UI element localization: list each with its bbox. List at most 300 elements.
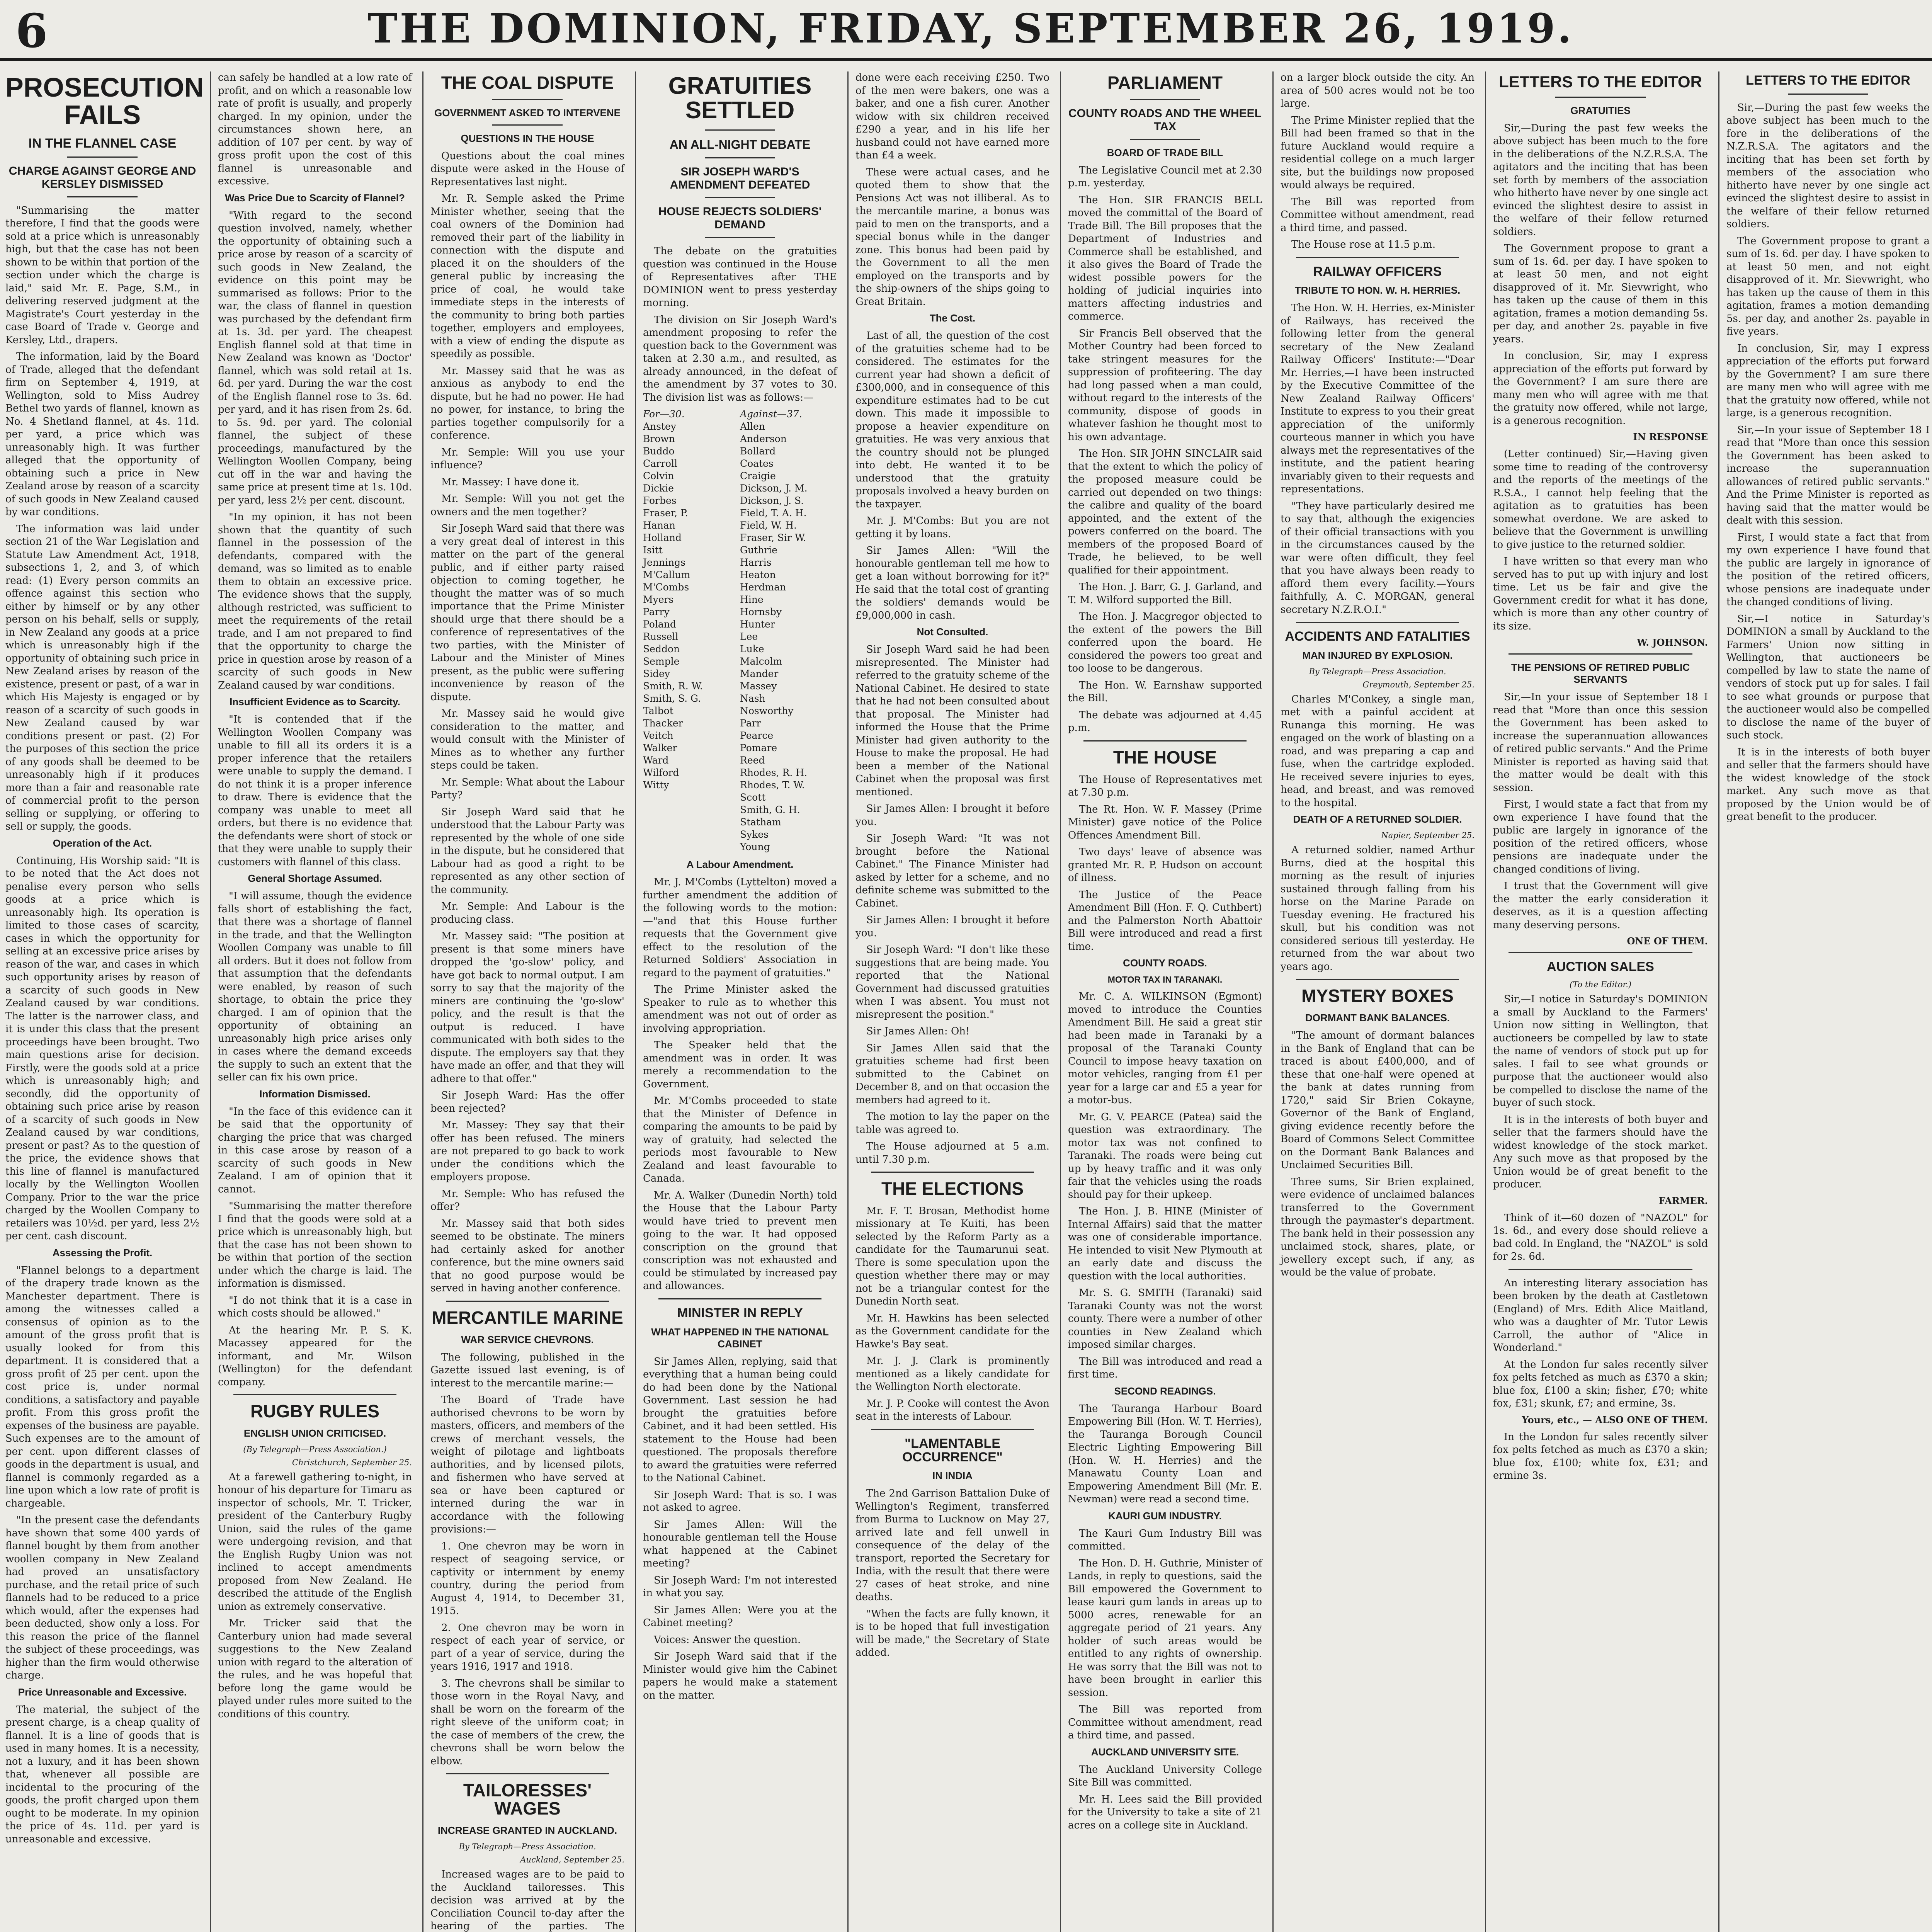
gratuities-deck: HOUSE REJECTS SOLDIERS' DEMAND — [658, 205, 822, 231]
division-member: Smith, G. H. — [740, 804, 800, 816]
division-member: Hanan — [643, 520, 675, 531]
division-member: Pearce — [740, 730, 774, 742]
india-headline: "LAMENTABLE OCCURRENCE" — [902, 1436, 1003, 1464]
division-member: M'Callum — [643, 569, 690, 581]
column-4 — [638, 71, 849, 1932]
column-3 — [425, 71, 636, 1932]
letter-paragraph: First, I would state a fact that from my own experience I have found that the public are largely in ignorance of the position of the retired officers, whose pensions are inadequate under the changed conditions of living. — [1726, 531, 1930, 608]
division-member: Thacker — [643, 718, 683, 729]
section-subhead: Insufficient Evidence as to Scarcity. — [230, 696, 400, 707]
letter-paragraph: Sir,—During the past few weeks the above subject has been much to the fore in the deliberations of the N.Z.R.S.A. The agitators and the inciting that has been set forth by members of the association who hitherto have never by one single act evinced the slightest desire to assist in the welfare of their fellow returned soldiers. — [1726, 102, 1930, 230]
letter-signature: IN RESPONSE — [1633, 431, 1708, 443]
division-member: Statham — [740, 816, 781, 828]
section-subhead: General Shortage Assumed. — [248, 872, 382, 884]
coal-headline: THE COAL DISPUTE — [441, 73, 614, 93]
column-9 — [1721, 71, 1932, 1932]
division-member: Hine — [740, 594, 764, 605]
article-paragraph: The material, the subject of the present charge, is a cheap quality of flannel. It is a line of goods that is used in many homes. It is a necessity, not a luxury, and it has been shown that, whenever all possible are incidental to the procuring of the goods, the profit charged upon them ought to be moderate. In my opinion the price of 4s. 11d. per yard is unreasonable and excessive. — [5, 1704, 199, 1845]
letter-paragraph: The Government propose to grant a sum of 1s. 6d. per day. I have spoken to at least 50 men, and not eight disapproved of it. Mr. Sievwright, who has taken up the cause of them in this agitation, frames a motion demanding 5s. per day, and another 2s. payable in five years. — [1493, 243, 1708, 345]
division-member: Walker — [643, 742, 677, 754]
division-list — [643, 408, 837, 853]
article-paragraph: Voices: Answer the question. — [654, 1634, 801, 1646]
divider — [871, 1172, 1034, 1173]
article-paragraph: Mr. Semple: And Labour is the producing class. — [430, 901, 624, 925]
article-paragraph: Mr. Massey said that he was as anxious as anybody to end the dispute, but he had no power. He had no power, for instance, to bring the parties together compulsorily for a conference. — [430, 365, 624, 442]
letter-signature: FARMER. — [1658, 1195, 1708, 1206]
article-paragraph: The division on Sir Joseph Ward's amendment proposing to refer the question back to the Government was taken at 2.30 a.m., and resulted, as already announced, in the defeat of the amendment by 37 votes to 30. The division list was as follows:— — [643, 314, 837, 403]
divider — [1296, 622, 1459, 623]
news-paragraph: In the London fur sales recently silver fox pelts fetched as much as £370 a skin; blue fox, £100; white fox, £31; and ermine 3s. — [1493, 1431, 1708, 1481]
article-paragraph: The Hon. W. H. Herries, ex-Minister of Railways, has received the following letter from the general secretary of the New Zealand Railway Officers' Institute:—"Dear Mr. Herries,—I have been instructed by the Executive Committee of the New Zealand Railway Officers' Institute to express to you their great appreciation of the uniformly courteous manner in which you have always met the representatives of the institute, and the patient hearing invariably given to their requests and representations. — [1281, 302, 1475, 495]
article-paragraph: 1. One chevron may be worn in respect of seagoing service, or captivity or internment by enemy country, during the period from August 4, 1914, to December 31, 1915. — [430, 1540, 624, 1617]
division-member: M'Combs — [643, 582, 689, 593]
division-member: Poland — [643, 619, 676, 630]
dateline: Christchurch, September 25. — [292, 1458, 412, 1467]
article-paragraph: Mr. S. G. SMITH (Taranaki) said Taranaki County was not the worst county. There were a number of other counties in New Zealand which imposed similar charges. — [1068, 1287, 1262, 1351]
article-paragraph: "In the present case the defendants have shown that some 400 yards of flannel bought by them from another woollen company in New Zealand had proved an unsatisfactory purchase, and the retail price of such flannels had to be reduced to a price which would, after the expenses had been deducted, show only a loss. For this reason the price of the flannel the subject of these proceedings, was higher than the firm would otherwise charge. — [5, 1514, 199, 1682]
divider — [1083, 740, 1247, 742]
article-paragraph: The Legislative Council met at 2.30 p.m. yesterday. — [1068, 164, 1262, 189]
division-member: Ward — [643, 755, 669, 766]
article-paragraph: The Hon. J. Barr, G. J. Garland, and T. M. Wilford supported the Bill. — [1068, 581, 1262, 606]
india-subhead: IN INDIA — [932, 1470, 973, 1482]
article-paragraph: Mr. R. Semple asked the Prime Minister whether, seeing that the coal owners of the Dominion had removed their part of the liability in connection with the dispute and placed it on the shoulders of the general public by increasing the price of coal, he would take immediate steps in the interests of the community to bring both parties together, employers and employees, with a view of ending the dispute as speedily as possible. — [430, 193, 624, 360]
article-paragraph: Two days' leave of absence was granted Mr. R. P. Hudson on account of illness. — [1068, 846, 1262, 884]
column-8 — [1488, 71, 1719, 1932]
article-paragraph: 3. The chevrons shall be similar to those worn in the Royal Navy, and shall be worn on the forearm of the right sleeve of the uniform coat; in the case of members of the crew, the chevrons shall be worn below the elbow. — [430, 1677, 624, 1767]
article-paragraph: The Hon. W. Earnshaw supported the Bill. — [1068, 679, 1262, 704]
article-paragraph: Mr. Massey: I have done it. — [441, 476, 580, 488]
article-paragraph: Mr. Semple: Will you use your influence? — [430, 446, 624, 471]
parliament-subhead: BOARD OF TRADE BILL — [1107, 146, 1223, 158]
letter-paragraph: In conclusion, Sir, may I express appreciation of the efforts put forward by the Government? I am sure there are many men who will agree with me that the gratuity now offered, while not large, is a generous recognition. — [1726, 342, 1930, 419]
mercantile-headline: MERCANTILE MARINE — [432, 1307, 623, 1328]
article-paragraph: Mr. Semple: What about the Labour Party? — [430, 776, 624, 801]
article-paragraph: The House adjourned at 5 a.m. until 7.30 p.m. — [855, 1141, 1049, 1165]
division-member: Jennings — [643, 557, 685, 568]
division-member: Hornsby — [740, 606, 782, 618]
article-paragraph: Sir James Allen said that the gratuities scheme had first been submitted to the Cabinet on December 8, and on that occasion the members had agreed to it. — [855, 1042, 1049, 1106]
section-subhead: MOTOR TAX IN TARANAKI. — [1107, 975, 1223, 985]
article-paragraph: Mr. J. M'Combs: But you are not getting it by loans. — [855, 515, 1049, 540]
letter-paragraph: Sir,—In your issue of September 18 I read that "More than once this session the Government has been asked to increase the superannuation allowances of retired public servants." And the Prime Minister is reported as having said that the matter would be dealt with this session. — [1493, 691, 1708, 794]
divider — [67, 156, 138, 158]
division-member: Dickson, J. S. — [740, 495, 804, 507]
article-paragraph: Sir James Allen: Oh! — [866, 1026, 970, 1037]
section-subhead: DEATH OF A RETURNED SOLDIER. — [1293, 813, 1462, 825]
article-paragraph: The Speaker held that the amendment was in order. It was merely a recommendation to the Government. — [643, 1039, 837, 1090]
railway-headline: RAILWAY OFFICERS — [1313, 264, 1442, 279]
section-subhead: SECOND READINGS. — [1114, 1385, 1216, 1397]
letter-paragraph: It is in the interests of both buyer and seller that the farmers should have the widest knowledge of the stock market. Any such move as that proposed by the Union would be of great benefit to the producer. — [1726, 746, 1930, 823]
article-paragraph: Last of all, the question of the cost of the gratuities scheme had to be considered. The estimates for the current year had shown a deficit of £300,000, and in consequence of this expenditure estimates had to be cut down. This made it impossible to propose a heavier expenditure on gratuities. He was very anxious that the country should not be plunged into debt. He wanted it to be understood that the gratuity proposals involved a heavy burden on the taxpayer. — [855, 330, 1049, 510]
division-member: Colvin — [643, 470, 674, 482]
letter-paragraph: I trust that the Government will give the matter the early consideration it deserves, as it is a question affecting many deserving persons. — [1493, 880, 1708, 931]
article-paragraph: Sir Joseph Ward said he had been misrepresented. The Minister had referred to the gratuity scheme of the National Cabinet. He desired to state that he had not been consulted about that proposal. The Minister had informed the House that the Prime Minister had given authority to the House to make the proposal. He had been a member of the National Cabinet when the proposal was first mentioned. — [855, 644, 1049, 798]
division-member: Guthrie — [740, 544, 777, 556]
mystery-subhead: DORMANT BANK BALANCES. — [1305, 1012, 1450, 1024]
division-member: Myers — [643, 594, 674, 605]
division-member: Craigie — [740, 470, 776, 482]
accidents-subhead: MAN INJURED BY EXPLOSION. — [1302, 649, 1453, 661]
rugby-subhead: ENGLISH UNION CRITICISED. — [243, 1427, 386, 1439]
division-against-column — [740, 408, 837, 853]
accidents-headline: ACCIDENTS AND FATALITIES — [1285, 629, 1470, 644]
elections-headline: THE ELECTIONS — [881, 1179, 1024, 1199]
article-paragraph: can safely be handled at a low rate of profit, and on which a reasonable low rate of profit is usually, and properly charged. In my opinion, under the circumstances shown here, an addition of 107 per cent. by way of gross profit upon the cost of this flannel is unreasonable and excessive. — [218, 72, 412, 187]
divider — [1296, 979, 1459, 980]
prosecution-subhead: IN THE FLANNEL CASE — [28, 136, 177, 151]
gratuities-headline: GRATUITIES SETTLED — [668, 73, 812, 124]
division-member: Field, W. H. — [740, 520, 797, 531]
division-member: Semple — [643, 656, 680, 667]
advert-paragraph: Think of it—60 dozen of "NAZOL" for 1s. 6d., and every dose should relieve a bad cold. In England, the "NAZOL" is sold for 2s. 6d. — [1493, 1212, 1708, 1262]
letter-paragraph: (Letter continued) Sir,—Having given some time to reading of the controversy and the reports of the meetings of the R.S.A., I cannot help feeling that the agitation as to gratuities has been somewhat overdone. We are asked to believe that the Government is unwilling to give justice to the returned soldier. — [1493, 448, 1708, 551]
tailoresses-subhead: INCREASE GRANTED IN AUCKLAND. — [437, 1825, 617, 1837]
article-paragraph: The Hon. J. B. HINE (Minister of Internal Affairs) said that the matter was one of considerable importance. He intended to visit New Plymouth at an early date and discuss the question with the local authorities. — [1068, 1206, 1262, 1282]
article-paragraph: The Bill was reported from Committee without amendment, read a third time, and passed. — [1281, 196, 1475, 234]
article-paragraph: Sir James Allen: "Will the honourable gentleman tell me how to get a loan without borrowing for it?" He said that the total cost of granting the soldiers' demands would be £9,000,000 in cash. — [855, 545, 1049, 621]
article-paragraph: Mr. A. Walker (Dunedin North) told the House that the Labour Party would have tried to prevent men going to the war. It had opposed conscription on the ground that conscription was not exhausted and could be stimulated by increased pay and allowances. — [643, 1189, 837, 1292]
dateline: Auckland, September 25. — [520, 1855, 624, 1865]
division-member: Hunter — [740, 619, 775, 630]
section-subhead: The Cost. — [929, 312, 976, 324]
divider — [1509, 952, 1692, 953]
article-paragraph: Charles M'Conkey, a single man, met with a painful accident at Runanga this morning. He was engaged on the work of blasting on a road, and was preparing a cap and fuse, when the cartridge exploded. He received severe injuries to eyes, head, and breast, and was removed to the hospital. — [1281, 693, 1475, 809]
column-2 — [213, 71, 423, 1932]
article-paragraph: Mr. C. A. WILKINSON (Egmont) moved to introduce the Counties Amendment Bill. He said a great stir had been made in Taranaki by a proposal of the Taranaki County Council to impose heavy taxation on motor vehicles, ranging from £1 per year for a large car and £5 a year for a motor-bus. — [1068, 991, 1262, 1106]
article-paragraph: The 2nd Garrison Battalion Duke of Wellington's Regiment, transferred from Burma to Lucknow on May 27, arrived late and fell unwell in consequence of the delay of the transport, reported the Secretary for India, with the result that there were 27 cases of heat stroke, and nine deaths. — [855, 1488, 1049, 1603]
division-member: Smith, R. W. — [643, 680, 703, 692]
divider — [446, 1773, 609, 1774]
division-member: Anderson — [740, 433, 787, 445]
article-paragraph: on a larger block outside the city. An area of 500 acres would not be too large. — [1281, 72, 1475, 109]
article-paragraph: Mr. H. Lees said the Bill provided for the University to take a site of 21 acres on a college site in Auckland. — [1068, 1793, 1262, 1831]
parliament-headline: PARLIAMENT — [1107, 73, 1223, 93]
article-paragraph: Sir Joseph Ward said that he understood that the Labour Party was represented by the whole of one side in the dispute, but he considered that Labour had as good a right to be represented as any other section of the community. — [430, 806, 624, 896]
division-member: Coates — [740, 458, 774, 469]
column-1 — [0, 71, 211, 1932]
divider — [492, 124, 563, 126]
division-for-label: For—30. — [643, 408, 685, 420]
divider — [233, 1394, 396, 1395]
article-paragraph: Mr. J. J. Clark is prominently mentioned as a likely candidate for the Wellington North electorate. — [855, 1355, 1049, 1393]
division-member: Allen — [740, 421, 765, 432]
letter-paragraph: Sir,—I notice in Saturday's DOMINION a small by Auckland to the Farmers' Union now sitting in Wellington, that auctioneers be compelled by law to state the name of vendors of stock put up for sales. I fail to see what grounds or purpose that the auctioneer would also be compelled to disclose the name of the buyer of such stock. — [1726, 613, 1930, 742]
article-paragraph: Three sums, Sir Brien explained, were evidence of unclaimed balances transferred to the Government through the paymaster's department. The bank held in their possession any unclaimed stock, shares, plate, or jewellery except such, if any, as would be the value of probate. — [1281, 1176, 1475, 1279]
divider — [1509, 653, 1692, 655]
section-subhead: AUCKLAND UNIVERSITY SITE. — [1091, 1746, 1239, 1758]
section-subhead: Information Dismissed. — [259, 1088, 371, 1100]
masthead — [0, 0, 1932, 61]
article-paragraph: "In my opinion, it has not been shown that the quantity of such flannel in the possession of the defendants, compared with the demand, was so limited as to enable them to obtain an excessive price. The evidence shows that the supply, although restricted, was sufficient to meet the requirements of the retail trade, and I am not prepared to find that the opportunity to charge the price in question arose by reason of a scarcity of such goods in New Zealand caused by war conditions. — [218, 511, 412, 691]
newspaper-title: THE DOMINION, FRIDAY, SEPTEMBER 26, 1919. — [367, 5, 1574, 52]
divider — [492, 99, 563, 100]
division-member: Scott — [740, 792, 766, 803]
divider — [1130, 139, 1200, 140]
division-member: Dickson, J. M. — [740, 483, 808, 494]
article-paragraph: The Prime Minister asked the Speaker to rule as to whether this amendment was not out of order as involving appropriation. — [643, 984, 837, 1034]
article-paragraph: Sir Joseph Ward: "I don't like these suggestions that are being made. You reported that the National Government had discussed gratuities when I was absent. You must not misrepresent the position." — [855, 944, 1049, 1020]
division-member: Nash — [740, 693, 765, 704]
division-member: Sykes — [740, 829, 769, 840]
article-paragraph: done were each receiving £250. Two of the men were bakers, one was a baker, and one a fish curer. Another widow with six children received £290 a year, and in his life her husband could not have earned more than £4 a week. — [855, 72, 1049, 161]
article-paragraph: Sir James Allen, replying, said that everything that a human being could do had been done by the National Government. Last session he had brought the gratuities before Cabinet, and it had been settled. His statement to the House had been questioned. The proposals therefore to award the gratuities were referred to the National Cabinet. — [643, 1355, 837, 1484]
gratuities-deck: AN ALL-NIGHT DEBATE — [669, 138, 811, 152]
news-paragraph: An interesting literary association has been broken by the death at Castletown (England) of Mrs. Edith Alice Maitland, who was a daughter of Mr. Tutor Lewis Carroll, the author of "Alice in Wonderland." — [1493, 1277, 1708, 1354]
article-paragraph: Mr. Massey said he would give consideration to the matter, and would consult with the Minister of Mines as to whether any further steps could be taken. — [430, 708, 624, 772]
division-member: Parr — [740, 718, 761, 729]
division-member: Massey — [740, 680, 777, 692]
article-paragraph: The debate was adjourned at 4.45 p.m. — [1068, 709, 1262, 734]
article-paragraph: Mr. Semple: Will you not get the owners and the men together? — [430, 493, 624, 518]
division-member: Malcolm — [740, 656, 782, 667]
article-paragraph: "Flannel belongs to a department of the drapery trade known as the Manchester department. There is among the witnesses called a consensus of opinion as to the amount of the gross profit that is usually looked for from this department. It is considered that a gross profit of 25 per cent. upon the cost price is, under normal conditions, a satisfactory and payable profit. From this gross profit the expenses of the business are payable. Such expenses are to the amount of per cent. upon different classes of goods in the department is usual, and flannel is commonly regarded as a line upon which a low rate of profit is chargeable. — [5, 1264, 199, 1509]
article-paragraph: The Hon. J. Macgregor objected to the extent of the powers the Bill conferred upon the board. He considered the powers too great and too loose to be dangerous. — [1068, 611, 1262, 675]
article-paragraph: Mr. J. M'Combs (Lyttelton) moved a further amendment the addition of the following words to the motion:—"and that this House further requests that the Government give effect to the resolution of the Returned Soldiers' Association in regard to the payment of gratuities." — [643, 876, 837, 979]
coal-deck: GOVERNMENT ASKED TO INTERVENE — [434, 107, 621, 119]
article-paragraph: The House of Representatives met at 7.30 p.m. — [1068, 774, 1262, 799]
article-paragraph: Mr. Semple: Who has refused the offer? — [430, 1188, 624, 1213]
divider — [446, 1301, 609, 1302]
article-paragraph: 2. One chevron may be worn in respect of each year of service, or part of a year of service, during the years 1916, 1917 and 1918. — [430, 1622, 624, 1673]
tailoresses-headline: TAILORESSES' WAGES — [463, 1780, 592, 1819]
letter-paragraph: First, I would state a fact that from my own experience I have found that the public are largely in ignorance of the position of the retired officers, whose pensions are inadequate under the changed conditions of living. — [1493, 799, 1708, 875]
division-member: Sidey — [643, 668, 670, 680]
dateline: Greymouth, September 25. — [1362, 680, 1475, 689]
article-paragraph: Sir Joseph Ward: Has the offer been rejected? — [430, 1090, 624, 1114]
column-7 — [1275, 71, 1486, 1932]
divider — [871, 1429, 1034, 1430]
letters-headline: LETTERS TO THE EDITOR — [1499, 73, 1702, 91]
divider — [705, 197, 775, 198]
byline: (By Telegraph—Press Association.) — [243, 1444, 387, 1454]
pensions-letter-head: THE PENSIONS OF RETIRED PUBLIC SERVANTS — [1511, 662, 1690, 685]
division-member: Herdman — [740, 582, 786, 593]
article-paragraph: The Prime Minister replied that the Bill had been framed so that in the future Auckland would require a residential college on a much larger site, but the buildings now proposed would always be required. — [1281, 114, 1475, 191]
division-member: Nosworthy — [740, 705, 794, 717]
division-member: Buddo — [643, 446, 675, 457]
division-member: Dickie — [643, 483, 674, 494]
division-member: Pomare — [740, 742, 777, 754]
letter-paragraph: I have written so that every man who served has to put up with injury and lost time. Let us be fair and give the Government credit for what it has done, which is more than any other country of its size. — [1493, 556, 1708, 632]
division-for-column — [643, 408, 740, 853]
section-subhead: Price Unreasonable and Excessive. — [18, 1686, 187, 1698]
article-paragraph: Mr. Massey said: "The position at present is that some miners have dropped the 'go-slow' policy, and have got back to normal output. I am sorry to say that the majority of the miners are continuing the 'go-slow' policy, and the result is that the output is reduced. I have communicated with both sides to the dispute. The employers say that they have made an offer, and that they will adhere to that offer." — [430, 930, 624, 1085]
letter-signature: ONE OF THEM. — [1627, 935, 1708, 947]
division-member: Luke — [740, 643, 764, 655]
letter-signature: Yours, etc., — ALSO ONE OF THEM. — [1522, 1414, 1708, 1425]
division-member: Reed — [740, 755, 765, 766]
division-member: Wilford — [643, 767, 679, 779]
article-paragraph: Increased wages are to be paid to the Auckland tailoresses. This decision was arrived at by the Conciliation Council to-day after the hearing of the parties. The — [430, 1869, 624, 1932]
letter-paragraph: Sir,—In your issue of September 18 I read that "More than once this session the Government has been asked to increase the superannuation allowances of retired public servants." And the Prime Minister is reported as having said that the matter would be dealt with this session. — [1726, 424, 1930, 527]
division-member: Brown — [643, 433, 675, 445]
article-paragraph: Sir Joseph Ward said that there was a very great deal of interest in this matter on the part of the general public, and if either party raised objection to coming together, he thought the matter was of so much importance that the Prime Minister should urge that there should be a conference of representatives of the two parties, with the Minister of Labour and the Minister of Mines present, as the public were suffering inconvenience by reason of the dispute. — [430, 523, 624, 703]
letter-paragraph: In conclusion, Sir, may I express appreciation of the efforts put forward by the Government? I am sure there are many men who will agree with me that the gratuity now offered, while not large, is a generous recognition. — [1493, 350, 1708, 427]
article-paragraph: Sir Francis Bell observed that the Mother Country had been forced to take stringent measures for the suppression of profiteering. The day had long passed when a man could, without regard to the interests of the community, dispose of goods in whatever fashion he thought most to his own advantage. — [1068, 327, 1262, 443]
division-member: Heaton — [740, 569, 776, 581]
article-paragraph: Continuing, His Worship said: "It is to be noted that the Act does not penalise every person who sells goods at a price which is unreasonably high. Its operation is limited to those cases of scarcity, cases in which the opportunity for selling at an excessive price arises by reason of the war, and cases in which such opportunity arises by reason of a scarcity of such goods in New Zealand caused by war conditions. The latter is the narrower class, and it is under this class that the present proceedings have been brought. Two main questions arise for decision. Firstly, were the goods sold at a price which is unreasonably high; and secondly, did the opportunity of obtaining such price arise by reason of a scarcity of such goods in New Zealand caused by war conditions, present or past? As to the question of the price, the evidence shows that this line of flannel is manufactured locally by the Wellington Woollen Company. Prior to the war the price charged by the Woollen Company to retailers was 10½d. per yard, less 2½ per cent. cash discount. — [5, 855, 199, 1242]
division-member: Seddon — [643, 643, 680, 655]
divider — [1788, 94, 1868, 95]
division-against-names — [740, 420, 837, 853]
divider — [705, 157, 775, 158]
article-paragraph: Sir James Allen: I brought it before you. — [855, 803, 1049, 828]
column-6 — [1063, 71, 1274, 1932]
division-member: Talbot — [643, 705, 673, 717]
article-paragraph: "In the face of this evidence can it be said that the opportunity of charging the price that was charged in this case arose by reason of a scarcity of such goods in New Zealand. I am of opinion that it cannot. — [218, 1105, 412, 1195]
house-headline: THE HOUSE — [1113, 747, 1217, 767]
divider — [1555, 97, 1646, 98]
article-paragraph: Sir Joseph Ward: That is so. I was not asked to agree. — [643, 1489, 837, 1514]
mercantile-subhead: WAR SERVICE CHEVRONS. — [461, 1333, 594, 1345]
article-paragraph: The following, published in the Gazette issued last evening, is of interest to the mercantile marine:— — [430, 1351, 624, 1389]
gratuities-deck: SIR JOSEPH WARD'S AMENDMENT DEFEATED — [670, 165, 810, 192]
division-member: Russell — [643, 631, 679, 643]
article-paragraph: The information, laid by the Board of Trade, alleged that the defendant firm on September 4, 1919, at Wellington, sold to Miss Audrey Bethel two yards of flannel, known as No. 4 Shetland flannel, at 4s. 11d. per yard, a price which was unreasonably high. It was further alleged that the opportunity of obtaining such a price in New Zealand arose by reason of a scarcity of such goods in New Zealand caused by war conditions. — [5, 351, 199, 518]
article-paragraph: The House rose at 11.5 p.m. — [1291, 239, 1436, 250]
gratuities-letter-head: GRATUITIES — [1570, 104, 1631, 116]
article-paragraph: "Summarising the matter therefore I find that the goods were sold at a price which is unreasonably high, but that the case has not been shown to be within that portion of the section under which the charge is laid. The information is dismissed. — [218, 1200, 412, 1289]
division-member: Bollard — [740, 446, 776, 457]
article-paragraph: These were actual cases, and he quoted them to show that the Pensions Act was not illiberal. As to the mercantile marine, a bonus was paid to men on the transports, and a special bonus while in the danger zone. This bonus had been paid by the Government to all the men employed on the transports and by the ship-owners of the ships going to Great Britain. — [855, 166, 1049, 308]
section-subhead: Assessing the Profit. — [52, 1247, 153, 1259]
division-member: Harris — [740, 557, 772, 568]
division-member: Smith, S. G. — [643, 693, 701, 704]
article-paragraph: "They have particularly desired me to say that, although the exigencies of their official transactions with you in the circumstances caused by the war were often difficult, they feel that you have always been ready to afford them every facility.—Yours faithfully, A. C. MORGAN, general secretary N.Z.R.O.I." — [1281, 500, 1475, 616]
news-paragraph: At the London fur sales recently silver fox pelts fetched as much as £370 a skin; blue fox, £100 a skin; fisher, £70; white fox, £31; skunk, £7; and ermine, 3s. — [1493, 1359, 1708, 1409]
article-paragraph: Mr. G. V. PEARCE (Patea) said the question was extraordinary. The motor tax was not confined to Taranaki. The roads were being cut up by heavy traffic and it was only fair that the vehicles using the roads should pay for their upkeep. — [1068, 1111, 1262, 1201]
division-member: Fraser, Sir W. — [740, 532, 806, 544]
article-paragraph: Mr. Massey: They say that their offer has been refused. The miners are not prepared to go back to work under the conditions which the employers propose. — [430, 1119, 624, 1183]
letter-signature: W. JOHNSON. — [1637, 637, 1708, 648]
article-paragraph: Sir Joseph Ward: I'm not interested in what you say. — [643, 1574, 837, 1599]
division-member: Parry — [643, 606, 670, 618]
parliament-deck: COUNTY ROADS AND THE WHEEL TAX — [1068, 107, 1262, 133]
coal-subhead: QUESTIONS IN THE HOUSE — [461, 132, 594, 144]
article-paragraph: The Tauranga Harbour Board Empowering Bill (Hon. W. T. Herries), the Tauranga Borough Council Electric Lighting Empowering Bill (Hon. W. H. Herries) and the Manawatu County Loan and Empowering Amendment Bill (Mr. E. Newman) were read a second time. — [1068, 1403, 1262, 1505]
article-paragraph: A returned soldier, named Arthur Burns, died at the hospital this morning as the result of injuries sustained through falling from his horse on the Marine Parade on Tuesday evening. He fractured his skull, but his condition was not considered serious till yesterday. He returned from the war about two years ago. — [1281, 844, 1475, 973]
division-member: Field, T. A. H. — [740, 507, 807, 519]
letter-paragraph: The Government propose to grant a sum of 1s. 6d. per day. I have spoken to at least 50 men, and not eight disapproved of it. Mr. Sievwright, who has taken up the cause of them in this agitation, frames a motion demanding 5s. per day, and another 2s. payable in five years. — [1726, 235, 1930, 338]
division-against-label: Against—37. — [740, 408, 802, 420]
article-paragraph: "With regard to the second question involved, namely, whether the opportunity of obtaining such a price arose by reason of a scarcity of such goods in New Zealand, the evidence on this point may be summarised as follows: Prior to the war, the class of flannel in question was purchased by the defendant firm at 1s. 3d. per yard. The cheapest English flannel sold at that time in New Zealand was known as 'Doctor' flannel, which was sold retail at 1s. 6d. per yard. During the war the cost of the English flannel rose to 3s. 6d. per yard, and it has risen from 2s. 6d. to 5s. 9d. per yard. The colonial flannel, the subject of these proceedings, manufactured by the Wellington Woollen Company, being cut off in the war and having the same price at present time at 1s. 10d. per yard, less 2½ per cent. discount. — [218, 209, 412, 506]
article-paragraph: The Auckland University College Site Bill was committed. — [1068, 1764, 1262, 1789]
division-member: Forbes — [643, 495, 677, 507]
article-paragraph: The information was laid under section 21 of the War Legislation and Statute Law Amendment Act, 1918, subsections 1, 2, and 3, of which read: (1) Every person commits an offence against this section who either by himself or by any other person on his behalf, sells or supply, in New Zealand any goods at a price which is unreasonably high if the opportunity of obtaining such price in New Zealand arises by reason of the existence, present or past, of a war in which His Majesty is engaged or by reason of a scarcity of such goods in New Zealand caused by war conditions present or past. (2) For the purposes of this section the price of any goods shall be deemed to be unreasonably high if it produces more than a fair and reasonable rate of commercial profit to the person selling or supplying, or offering to sell or supply, the goods. — [5, 523, 199, 833]
auction-subhead: (To the Editor.) — [1569, 980, 1632, 989]
article-paragraph: The Bill was reported from Committee without amendment, read a third time, and passed. — [1068, 1704, 1262, 1742]
letters-continued-headline: LETTERS TO THE EDITOR — [1746, 73, 1910, 88]
divider — [67, 196, 138, 197]
divider — [1130, 99, 1200, 100]
divider — [1509, 1269, 1692, 1270]
article-paragraph: "The amount of dormant balances in the Bank of England that can be traced is about £400,000, and of these that one-half were opened at the bank at dates running from 1720," said Sir Brien Cokayne, Governor of the Bank of England, giving evidence recently before the Board of Commons Select Committee on the Dormant Bank Balances and Unclaimed Securities Bill. — [1281, 1030, 1475, 1171]
article-paragraph: The motion to lay the paper on the table was agreed to. — [855, 1111, 1049, 1136]
railway-subhead: TRIBUTE TO HON. W. H. HERRIES. — [1294, 284, 1461, 296]
division-member: Carroll — [643, 458, 677, 469]
division-member: Rhodes, T. W. — [740, 779, 805, 791]
prosecution-deck: CHARGE AGAINST GEORGE AND KERSLEY DISMISSED — [9, 164, 196, 190]
article-paragraph: Mr. Massey said that both sides seemed to be obstinate. The miners had certainly asked for another conference, but the mine owners said that no good purpose would be served in having another conference. — [430, 1218, 624, 1294]
article-paragraph: At the hearing Mr. P. S. K. Macassey appeared for the informant, and Mr. Wilson (Wellington) for the defendant company. — [218, 1324, 412, 1388]
article-paragraph: The Kauri Gum Industry Bill was committed. — [1068, 1527, 1262, 1553]
byline: By Telegraph—Press Association. — [459, 1842, 596, 1852]
letter-paragraph: Sir,—During the past few weeks the above subject has been much to the fore in the deliberations of the N.Z.R.S.A. The agitators and the inciting that has been set forth by members of the association who hitherto have never by one single act evinced the slightest desire to assist in the welfare of their fellow returned soldiers. — [1493, 122, 1708, 238]
article-paragraph: Mr. J. P. Cooke will contest the Avon seat in the interests of Labour. — [855, 1398, 1049, 1423]
auction-headline: AUCTION SALES — [1547, 959, 1654, 975]
division-for-names — [643, 420, 740, 791]
section-subhead: Operation of the Act. — [53, 837, 152, 849]
division-member: Veitch — [643, 730, 673, 742]
article-paragraph: "I do not think that it is a case in which costs should be allowed." — [218, 1294, 412, 1319]
article-paragraph: Mr. F. T. Brosan, Methodist home missionary at Te Kuiti, has been selected by the Reform Party as a candidate for the Taumarunui seat. There is some speculation upon the question whether there may or may not be a triangular contest for the Dunedin North seat. — [855, 1205, 1049, 1308]
letter-paragraph: It is in the interests of both buyer and seller that the farmers should have the widest knowledge of the stock market. Any such move as that proposed by the Union would be of great benefit to the producer. — [1493, 1114, 1708, 1190]
divider — [705, 129, 775, 131]
article-paragraph: The debate on the gratuities question was continued in the House of Representatives after THE DOMINION went to press yesterday morning. — [643, 245, 837, 309]
article-paragraph: Mr. Tricker said that the Canterbury union had made several suggestions to the New Zealand union with regard to the alteration of the rules, and he was hopeful that before long the game would be played under rules more suited to the conditions of this country. — [218, 1617, 412, 1720]
rugby-headline: RUGBY RULES — [250, 1401, 379, 1421]
article-paragraph: The Hon. SIR JOHN SINCLAIR said that the extent to which the policy of the proposed measure could be carried out depended on two things: the calibre and quality of the board appointed, and the extent of the powers conferred on the board. The members of the proposed Board of Trade, he believed, to be well qualified for their appointment. — [1068, 448, 1262, 576]
dateline: Napier, September 25. — [1381, 831, 1475, 840]
page-number: 6 — [15, 4, 48, 58]
section-subhead: A Labour Amendment. — [686, 859, 794, 871]
article-paragraph: "Summarising the matter therefore, I find that the goods were sold at a price which is unreasonably high, but that the case has not been shown to be within that portion of the section under which the charge is laid," said Mr. E. Page, S.M., in delivering reserved judgment at the Magistrate's Court yesterday in the case Board of Trade v. George and Kersley, Ltd., drapers. — [5, 204, 199, 346]
division-member: Witty — [643, 779, 669, 791]
article-paragraph: Mr. M'Combs proceeded to state that the Minister of Defence in comparing the amounts to be paid by way of gratuity, had selected the periods most favourable to New Zealand and least favourable to Canada. — [643, 1095, 837, 1185]
division-member: Young — [740, 841, 770, 853]
division-member: Fraser, P. — [643, 507, 688, 519]
article-paragraph: The Board of Trade have authorised chevrons to be worn by masters, officers, and members of the crews of merchant vessels, the weight of pilotage and lightboats authorities, and by licensed pilots, and fishermen who have served at sea or have been captured or interned during the war in accordance with the following provisions:— — [430, 1394, 624, 1536]
section-subhead: Was Price Due to Scarcity of Flannel? — [225, 192, 405, 204]
division-member: Holland — [643, 532, 682, 544]
letter-paragraph: Sir,—I notice in Saturday's DOMINION a small by Auckland to the Farmers' Union now sitting in Wellington, that auctioneers be compelled by law to state the name of vendors of stock put up for sales. I fail to see what grounds or purpose that the auctioneer would also be compelled to disclose the name of the buyer of such stock. — [1493, 993, 1708, 1109]
article-paragraph: The Hon. D. H. Guthrie, Minister of Lands, in reply to questions, said the Bill empowered the Government to lease kauri gum lands in areas up to 5000 acres, renewable for an aggregate period of 21 years. Any holder of such areas would be entitled to any rights of ownership. He was sorry that the Bill was not to have been brought in earlier this session. — [1068, 1557, 1262, 1699]
article-paragraph: Questions about the coal mines dispute were asked in the House of Representatives last night. — [430, 150, 624, 188]
section-subhead: COUNTY ROADS. — [1123, 957, 1207, 969]
division-member: Isitt — [643, 544, 663, 556]
byline: By Telegraph—Press Association. — [1309, 667, 1446, 676]
division-member: Rhodes, R. H. — [740, 767, 807, 779]
article-paragraph: "When the facts are fully known, it is to be hoped that full investigation will be made," the Secretary of State added. — [855, 1608, 1049, 1659]
mystery-headline: MYSTERY BOXES — [1301, 986, 1454, 1006]
article-paragraph: "It is contended that if the Wellington Woollen Company was unable to fill all its orders it is a proper inference that the retailers were unable to supply the demand. I do not think it is a proper inference to draw. There is evidence that the company was unable to meet all orders, but there is no evidence that the defendants were short of stock or that they were unable to supply their customers with flannel of this class. — [218, 714, 412, 868]
minister-reply-headline: MINISTER IN REPLY — [677, 1305, 803, 1320]
article-paragraph: The Bill was introduced and read a first time. — [1068, 1355, 1262, 1381]
article-paragraph: Sir Joseph Ward said that if the Minister would give him the Cabinet papers he would make a statement on the matter. — [643, 1651, 837, 1701]
article-paragraph: Sir James Allen: I brought it before you. — [855, 914, 1049, 939]
article-paragraph: The Rt. Hon. W. F. Massey (Prime Minister) gave notice of the Police Offences Amendment Bill. — [1068, 803, 1262, 841]
section-subhead: Not Consulted. — [917, 626, 988, 638]
article-paragraph: At a farewell gathering to-night, in honour of his departure for Timaru as inspector of schools, Mr. T. Tricker, president of the Canterbury Rugby Union, said the rules of the game were undergoing revision, and that the English Rugby Union was not inclined to accept amendments proposed from New Zealand. He described the attitude of the English union as extremely conservative. — [218, 1471, 412, 1612]
division-member: Mander — [740, 668, 779, 680]
section-subhead: KAURI GUM INDUSTRY. — [1108, 1510, 1222, 1522]
article-paragraph: The Justice of the Peace Amendment Bill (Hon. F. Q. Cuthbert) and the Palmerston North Abattoir Bill were introduced and read a first time. — [1068, 889, 1262, 952]
division-member: Lee — [740, 631, 758, 643]
prosecution-headline: PROSECUTION FAILS — [5, 72, 204, 130]
article-paragraph: "I will assume, though the evidence falls short of establishing the fact, that there was a shortage of flannel in the trade, and that the Wellington Woollen Company was unable to fill all orders. But it does not follow from that assumption that the defendants were enabled, by reason of such shortage, to obtain the price they charged. I am of opinion that the opportunity of obtaining an unreasonably high price arises only in cases where the demand exceeds the supply to such an extent that the seller can fix his own price. — [218, 890, 412, 1083]
article-paragraph: Sir James Allen: Were you at the Cabinet meeting? — [643, 1604, 837, 1629]
article-paragraph: Sir James Allen: Will the honourable gentleman tell the House what happened at the Cabinet meeting? — [643, 1519, 837, 1570]
minister-reply-subhead: WHAT HAPPENED IN THE NATIONAL CABINET — [651, 1326, 829, 1350]
divider — [705, 237, 775, 238]
article-paragraph: Sir Joseph Ward: "It was not brought before the National Cabinet." The Finance Minister had asked by letter for a scheme, and no definite scheme was submitted to the Cabinet. — [855, 833, 1049, 909]
division-member: Anstey — [643, 421, 676, 432]
column-5 — [850, 71, 1061, 1932]
article-paragraph: Mr. H. Hawkins has been selected as the Government candidate for the Hawke's Bay seat. — [855, 1312, 1049, 1350]
divider — [658, 1298, 821, 1299]
